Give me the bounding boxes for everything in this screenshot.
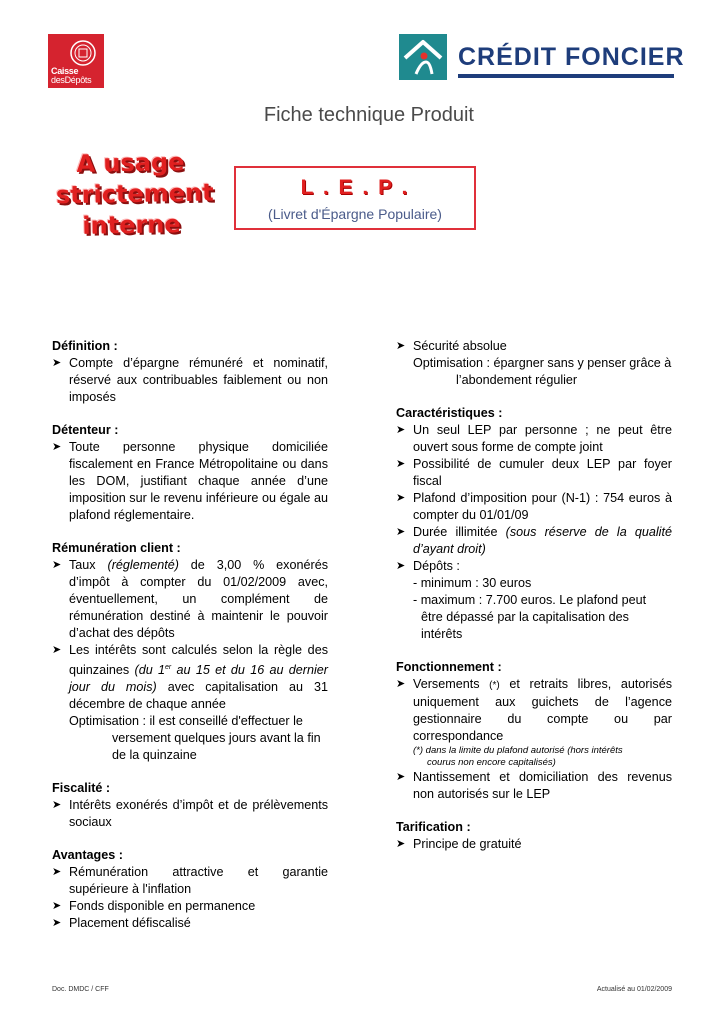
arrow-bullet-icon: ➤ bbox=[52, 900, 62, 913]
list-item bbox=[52, 797, 328, 831]
bullet-text-italic: (réglementé) bbox=[107, 558, 179, 572]
bullet-text: Possibilité de cumuler deux LEP par foyer fiscal bbox=[413, 457, 672, 488]
section-title-detenteur: Détenteur : bbox=[52, 423, 119, 437]
section-title-caracteristiques: Caractéristiques : bbox=[396, 406, 503, 420]
footnote-line: courus non encore capitalisés) bbox=[427, 757, 556, 768]
arrow-bullet-icon: ➤ bbox=[396, 458, 406, 470]
arrow-bullet-icon: ➤ bbox=[52, 799, 62, 812]
internal-use-stamp bbox=[55, 147, 214, 243]
bullet-text: avec capitalisation au 31 décembre de chaque année bbox=[69, 680, 328, 712]
bullet-text: Un seul LEP par personne ; ne peut être ouvert sous forme de compte joint bbox=[413, 423, 672, 454]
superscript: er bbox=[165, 664, 172, 671]
footer-doc-ref: Doc. DMDC / CFF bbox=[52, 986, 109, 993]
deposit-line: intérêts bbox=[421, 627, 463, 641]
bullet-text: Toute personne physique domiciliée fiscalement en France Métropolitaine ou dans les DOM, justifiant chaque année d’une imposition sur le revenu inférieure ou égale au plafond réglementaire. bbox=[69, 440, 328, 522]
credit-foncier-underline bbox=[458, 74, 674, 78]
footer-updated-date: Actualisé au 01/02/2009 bbox=[596, 986, 672, 993]
list-item bbox=[396, 676, 672, 745]
list-item bbox=[52, 557, 328, 642]
product-subtitle: (Livret d'Épargne Populaire) bbox=[268, 206, 442, 222]
list-item bbox=[396, 422, 672, 456]
list-item bbox=[396, 456, 672, 490]
arrow-bullet-icon: ➤ bbox=[52, 866, 62, 879]
house-person-icon bbox=[399, 34, 447, 80]
section-title-tarification: Tarification : bbox=[396, 820, 471, 834]
bullet-text: Taux bbox=[69, 558, 96, 572]
bullet-text: Intérêts exonérés d’impôt et de prélèvements sociaux bbox=[69, 798, 328, 830]
product-box bbox=[234, 166, 476, 230]
credit-foncier-name: CRÉDIT FONCIER bbox=[458, 43, 685, 71]
list-item bbox=[52, 439, 328, 524]
arrow-bullet-icon: ➤ bbox=[52, 441, 62, 453]
bullet-text: Sécurité absolue bbox=[413, 339, 507, 353]
footnote-mark: (*) bbox=[489, 680, 500, 691]
section-title-avantages: Avantages : bbox=[52, 848, 123, 863]
right-column bbox=[396, 338, 672, 853]
caisse-des-depots-logo-icon bbox=[48, 34, 104, 88]
list-item bbox=[52, 864, 328, 898]
bullet-text: Nantissement et domiciliation des revenus non autorisés sur le LEP bbox=[413, 770, 672, 801]
stamp-line: strictement bbox=[55, 178, 214, 210]
deposit-line: être dépassé par la capitalisation des bbox=[421, 610, 629, 624]
bullet-text: Principe de gratuité bbox=[413, 837, 522, 851]
section-title-definition: Définition : bbox=[52, 339, 118, 353]
list-item bbox=[396, 769, 672, 803]
left-column bbox=[52, 338, 328, 932]
bullet-text: Plafond d’imposition pour (N-1) : 754 euros à compter du 01/01/09 bbox=[413, 491, 672, 522]
optimisation-line: l’abondement régulier bbox=[456, 373, 578, 387]
list-item bbox=[52, 642, 328, 713]
cdc-logo-line2: desDépôts bbox=[51, 75, 92, 85]
optimisation-line: Optimisation : épargner sans y penser grâce à bbox=[413, 356, 672, 370]
stamp-line: A usage bbox=[76, 148, 185, 178]
credit-foncier-logo-icon bbox=[399, 34, 447, 80]
section-title-remuneration: Rémunération client : bbox=[52, 541, 181, 555]
arrow-bullet-icon: ➤ bbox=[396, 678, 406, 690]
bullet-text-italic: (sous réserve de la qualité d’ayant droit) bbox=[413, 525, 672, 556]
list-item bbox=[396, 524, 672, 558]
bullet-text: de 3,00 % exonérés d’impôt à compter du 01/02/2009 avec, éventuellement, un complément de rémunération destiné à maintenir le pouvoir d’achat des dépôts bbox=[69, 558, 328, 640]
bullet-text-italic: (du 1 bbox=[134, 663, 166, 678]
optimisation-line: de la quinzaine bbox=[112, 748, 197, 763]
arrow-bullet-icon: ➤ bbox=[396, 526, 406, 538]
arrow-bullet-icon: ➤ bbox=[396, 424, 406, 436]
bullet-text: Compte d’épargne rémunéré et nominatif, réservé aux contribuables faiblement ou non imposés bbox=[69, 356, 328, 404]
optimisation-line: Optimisation : il est conseillé d'effectuer le bbox=[69, 714, 303, 729]
list-item bbox=[52, 355, 328, 406]
product-title: L . E . P . bbox=[300, 176, 410, 199]
arrow-bullet-icon: ➤ bbox=[52, 559, 62, 571]
page-title: Fiche technique Produit bbox=[263, 104, 474, 126]
optimisation-line: versement quelques jours avant la fin bbox=[112, 731, 321, 746]
list-item bbox=[396, 338, 672, 355]
arrow-bullet-icon: ➤ bbox=[52, 917, 62, 930]
bullet-text: Fonds disponible en permanence bbox=[69, 899, 256, 914]
bullet-text: Rémunération attractive et garantie supérieure à l'inflation bbox=[69, 865, 328, 897]
bullet-text: Placement défiscalisé bbox=[69, 916, 191, 931]
bullet-text: Dépôts : bbox=[413, 559, 460, 573]
seal-icon bbox=[70, 40, 96, 66]
footnote-line: (*) dans la limite du plafond autorisé (hors intérêts bbox=[413, 745, 623, 756]
bullet-text: Versements bbox=[413, 677, 480, 691]
bullet-text-italic: au 15 et du 16 au dernier jour du mois) bbox=[69, 663, 329, 695]
list-item bbox=[52, 915, 328, 932]
section-title-fonctionnement: Fonctionnement : bbox=[396, 660, 502, 674]
list-item bbox=[396, 836, 672, 853]
arrow-bullet-icon: ➤ bbox=[52, 357, 62, 369]
list-item bbox=[396, 490, 672, 524]
arrow-bullet-icon: ➤ bbox=[396, 560, 406, 572]
arrow-bullet-icon: ➤ bbox=[396, 492, 406, 504]
arrow-bullet-icon: ➤ bbox=[396, 340, 406, 352]
arrow-bullet-icon: ➤ bbox=[396, 771, 406, 783]
bullet-text: et retraits libres, autorisés uniquement aux guichets de l’agence gestionnaire du compte ou par correspondance bbox=[413, 677, 673, 743]
cdc-logo-line1: Caisse bbox=[51, 66, 79, 76]
section-title-fiscalite: Fiscalité : bbox=[52, 781, 111, 796]
stamp-line: interne bbox=[82, 210, 181, 240]
list-item bbox=[52, 898, 328, 915]
arrow-bullet-icon: ➤ bbox=[52, 644, 62, 656]
deposit-line: - minimum : 30 euros bbox=[413, 576, 532, 590]
bullet-text: Durée illimitée bbox=[413, 525, 498, 539]
list-item bbox=[396, 558, 672, 575]
arrow-bullet-icon: ➤ bbox=[396, 838, 406, 850]
bullet-text: Les intérêts sont calculés selon la règle des quinzaines bbox=[69, 643, 328, 678]
deposit-line: - maximum : 7.700 euros. Le plafond peut bbox=[413, 593, 647, 607]
